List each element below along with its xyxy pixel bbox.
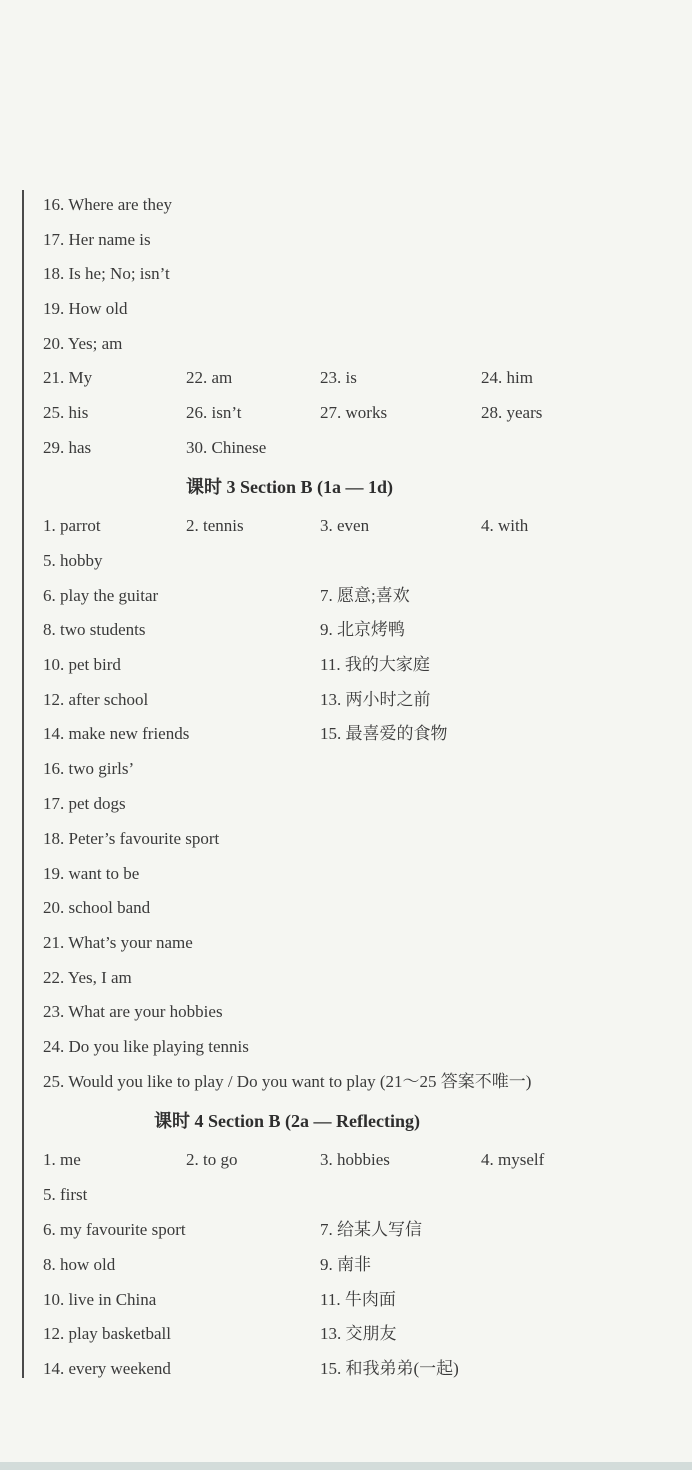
- lesson4-item-6: 6. my favourite sport: [43, 1220, 186, 1239]
- lesson3-item-8: 8. two students: [43, 620, 146, 639]
- lesson3-item-11: 11. 我的大家庭: [320, 655, 430, 674]
- answer-item-17: 17. Her name is: [43, 230, 151, 249]
- lesson3-item-5: 5. hobby: [43, 551, 103, 570]
- answer-item-21: 21. My: [43, 368, 93, 387]
- lesson3-item-4: 4. with: [481, 516, 529, 535]
- lesson3-item-19: 19. want to be: [43, 864, 140, 883]
- answer-item-30: 30. Chinese: [186, 438, 267, 457]
- lesson3-item-20: 20. school band: [43, 898, 151, 917]
- lesson4-item-1: 1. me: [43, 1150, 81, 1169]
- lesson4-item-11: 11. 牛肉面: [320, 1290, 396, 1309]
- answer-item-26: 26. isn’t: [186, 403, 242, 422]
- lesson3-item-18: 18. Peter’s favourite sport: [43, 829, 220, 848]
- lesson3-item-9: 9. 北京烤鸭: [320, 620, 405, 639]
- lesson4-item-8: 8. how old: [43, 1255, 116, 1274]
- answer-item-18: 18. Is he; No; isn’t: [43, 264, 170, 283]
- lesson3-item-1: 1. parrot: [43, 516, 101, 535]
- lesson4-item-15: 15. 和我弟弟(一起): [320, 1359, 459, 1378]
- lesson4-heading: 课时 4 Section B (2a — Reflecting): [154, 1111, 420, 1131]
- lesson4-item-12: 12. play basketball: [43, 1324, 171, 1343]
- lesson3-item-12: 12. after school: [43, 690, 149, 709]
- lesson3-item-22: 22. Yes, I am: [43, 968, 132, 987]
- page-edge: [0, 1462, 692, 1470]
- lesson3-item-10: 10. pet bird: [43, 655, 121, 674]
- answer-item-23: 23. is: [320, 368, 357, 387]
- answer-item-29: 29. has: [43, 438, 92, 457]
- lesson4-item-5: 5. first: [43, 1185, 88, 1204]
- lesson4-item-9: 9. 南非: [320, 1255, 371, 1274]
- lesson3-item-6: 6. play the guitar: [43, 586, 159, 605]
- answer-item-19: 19. How old: [43, 299, 128, 318]
- lesson4-item-14: 14. every weekend: [43, 1359, 171, 1378]
- lesson3-item-3: 3. even: [320, 516, 370, 535]
- lesson3-item-24: 24. Do you like playing tennis: [43, 1037, 249, 1056]
- lesson3-heading: 课时 3 Section B (1a — 1d): [186, 477, 393, 497]
- lesson3-item-7: 7. 愿意;喜欢: [320, 586, 410, 605]
- lesson4-item-13: 13. 交朋友: [320, 1324, 397, 1343]
- lesson4-item-2: 2. to go: [186, 1150, 238, 1169]
- answer-item-22: 22. am: [186, 368, 233, 387]
- lesson4-item-7: 7. 给某人写信: [320, 1220, 422, 1239]
- lesson4-item-4: 4. myself: [481, 1150, 545, 1169]
- lesson3-item-25: 25. Would you like to play / Do you want to play (21～25 答案不唯一): [43, 1072, 532, 1091]
- lesson3-item-23: 23. What are your hobbies: [43, 1002, 223, 1021]
- answer-item-28: 28. years: [481, 403, 543, 422]
- answer-item-24: 24. him: [481, 368, 533, 387]
- lesson3-item-2: 2. tennis: [186, 516, 244, 535]
- answer-item-16: 16. Where are they: [43, 195, 173, 214]
- lesson4-item-10: 10. live in China: [43, 1290, 157, 1309]
- answer-item-20: 20. Yes; am: [43, 334, 123, 353]
- lesson4-item-3: 3. hobbies: [320, 1150, 390, 1169]
- lesson3-item-15: 15. 最喜爱的食物: [320, 724, 448, 743]
- answer-item-25: 25. his: [43, 403, 89, 422]
- margin-rule: [22, 190, 24, 1378]
- lesson3-item-16: 16. two girls’: [43, 759, 135, 778]
- lesson3-item-14: 14. make new friends: [43, 724, 190, 743]
- lesson3-item-21: 21. What’s your name: [43, 933, 193, 952]
- answer-item-27: 27. works: [320, 403, 388, 422]
- lesson3-item-17: 17. pet dogs: [43, 794, 126, 813]
- lesson3-item-13: 13. 两小时之前: [320, 690, 431, 709]
